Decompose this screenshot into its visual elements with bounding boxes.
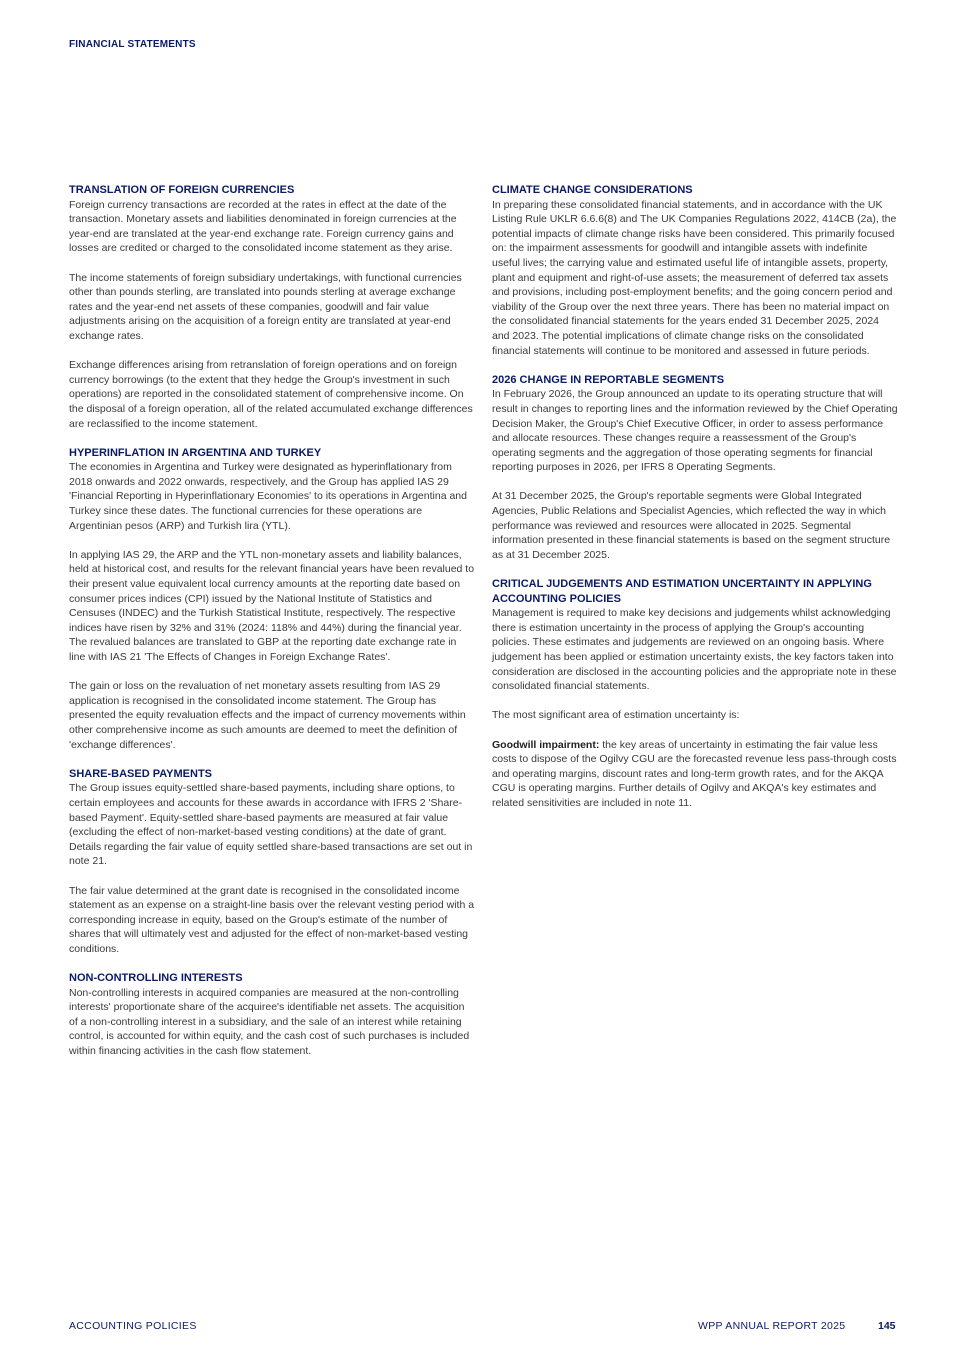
paragraph: Exchange differences arising from retranslation of foreign operations and on foreign currency borrowings (to the extent that they hedge the Group's investment in such operations) are reported in the consolidated statement of comprehensive income. On the disposal of a foreign operation, all of the related accumulated exchange differences are reclassified to the income statement. [69,359,473,430]
paragraph: The gain or loss on the revaluation of net monetary assets resulting from IAS 29 application is recognised in the consolidated income statement. The Group has presented the equity revaluation effects and the impact of currency movements within other comprehensive income as such amounts are deemed to meet the definition of 'exchange differences'. [69,680,466,751]
section-heading: 2026 CHANGE IN REPORTABLE SEGMENTS [492,373,725,386]
section-heading: NON-CONTROLLING INTERESTS [69,972,243,985]
goodwill-text: the key areas of uncertainty in estimating the fair value less costs to dispose of the Ogilvy CGU are the forecasted revenue less pass-through costs and operating margins, discount rates and long-term growth rates, and for the AKQA CGU is operating margins. Further details of Ogilvy and AKQA's key estimates and related sensitivities are included in note 11. [492,738,897,809]
paragraph: Management is required to make key decisions and judgements whilst acknowledging there is estimation uncertainty in the process of applying the Group's accounting policies. These estimates and judgements are reviewed on an ongoing basis. Where judgement has been applied or estimation uncertainty exists, the key factors taken into consideration are disclosed in the accounting policies and the appropriate note in these consolidated financial statements. [492,607,897,693]
left-column [69,183,475,1073]
section-heading: CRITICAL JUDGEMENTS AND ESTIMATION UNCERTAINTY IN APPLYING ACCOUNTING POLICIES [492,578,872,605]
section-heading: CLIMATE CHANGE CONSIDERATIONS [492,184,693,196]
section-critical-judgements [492,577,898,811]
section-reportable-segments [492,373,898,563]
footer-report-title: WPP ANNUAL REPORT 2025 [698,1320,846,1332]
paragraph: The Group issues equity-settled share-based payments, including share options, to certain employees and accounts for these awards in accordance with IFRS 2 'Share-based Payment'. Equity-settled share-based payments are measured at fair value (excluding the effect of non-market-based vesting conditions) at the date of grant. Details regarding the fair value of equity settled share-based transactions are set out in note 21. [69,782,473,868]
paragraph: In applying IAS 29, the ARP and the YTL non-monetary assets and liability balances, held at historical cost, and results for the relevant financial years have been revalued to their present value equivalent local currency amounts at the reporting date based on consumer prices indices (CPI) issued by the National Institute of Statistics and Censuses (INDEC) and the Turkish Statistical Institute, respectively. The respective indices have risen by 32% and 31% (2024: 118% and 44%) during the financial year. The revalued balances are translated to GBP at the reporting date exchange rate in line with IAS 21 'The Effects of Changes in Foreign Exchange Rates'. [69,548,475,663]
paragraph: In preparing these consolidated financial statements, and in accordance with the UK Listing Rule UKLR 6.6.6(8) and The UK Companies Regulations 2022, 414CB (2a), the potential impacts of climate change risks have been considered. This primarily focused on: the impairment assessments for goodwill and intangible assets with indefinite useful lives; the carrying value and estimated useful life of intangible assets, property, plant and equipment and right-of-use assets; the measurement of deferred tax assets and provisions, including post-employment benefits; and the going concern period and viability of the Group over the next three years. There has been no material impact on the consolidated financial statements for the years ended 31 December 2025, 2024 and 2023. The potential implications of climate change risks on the consolidated financial statements will continue to be monitored and assessed in future periods. [492,198,897,357]
section-heading: SHARE-BASED PAYMENTS [69,767,213,780]
section-climate-change [492,183,898,358]
section-translation [69,183,475,431]
paragraph: In February 2026, the Group announced an update to its operating structure that will result in changes to reporting lines and the information reviewed by the Chief Operating Decision Maker, the Group's Chief Executive Officer, in order to assess performance and allocate resources. These changes require a reassessment of the Group's operating segments and the aggregation of those operating segments for financial reporting purposes in 2026, per IFRS 8 Operating Segments. [492,388,898,474]
paragraph: At 31 December 2025, the Group's reportable segments were Global Integrated Agencies, Public Relations and Specialist Agencies, which reflected the way in which performance was reviewed and resources were allocated in 2025. Segmental information presented in these financial statements is based on the segment structure as at 31 December 2025. [492,490,891,561]
paragraph: The income statements of foreign subsidiary undertakings, with functional currencies other than pounds sterling, are translated into pounds sterling at average exchange rates and the year-end net assets of these companies, goodwill and fair value adjustments arising on the acquisition of a foreign entity are translated at year-end exchange rates. [69,271,462,342]
section-share-based-payments [69,767,475,957]
paragraph: The fair value determined at the grant date is recognised in the consolidated income statement as an expense on a straight-line basis over the relevant vesting period with a corresponding increase in equity, based on the Group's estimate of the number of shares that will ultimately vest and adjusted for the effect of non-market-based vesting conditions. [69,884,475,955]
goodwill-paragraph [492,738,898,811]
page-header: FINANCIAL STATEMENTS [69,39,196,50]
paragraph: Non-controlling interests in acquired companies are measured at the non-controlling interests' proportionate share of the acquiree's identifiable net assets. The acquisition of a non-controlling interest in a subsidiary, and the sale of an interest while retaining control, is accounted for within equity, and the cash cost of such purchases is included within financing activities in the cash flow statement. [69,986,470,1058]
right-column [492,183,898,825]
footer-section-name: ACCOUNTING POLICIES [69,1320,197,1332]
page-number: 145 [878,1320,896,1332]
section-heading: TRANSLATION OF FOREIGN CURRENCIES [69,184,295,196]
paragraph: The most significant area of estimation uncertainty is: [492,709,740,722]
goodwill-label: Goodwill impairment: [492,738,600,751]
section-hyperinflation [69,446,475,752]
section-non-controlling-interests [69,971,475,1059]
paragraph: The economies in Argentina and Turkey were designated as hyperinflationary from 2018 onwards and 2022 onwards, respectively, and the Group has applied IAS 29 'Financial Reporting in Hyperinflationary Economies' to its operations in Argentina and Turkey since these dates. The functional currencies for these operations are Argentinian pesos (ARP) and Turkish lira (YTL). [69,461,467,532]
section-heading: HYPERINFLATION IN ARGENTINA AND TURKEY [69,446,322,459]
paragraph: Foreign currency transactions are recorded at the rates in effect at the date of the transaction. Monetary assets and liabilities denominated in foreign currencies at the year-end are translated at the year-end exchange rate. Foreign currency gains and losses are credited or charged to the consolidated income statement as they arise. [69,198,457,255]
